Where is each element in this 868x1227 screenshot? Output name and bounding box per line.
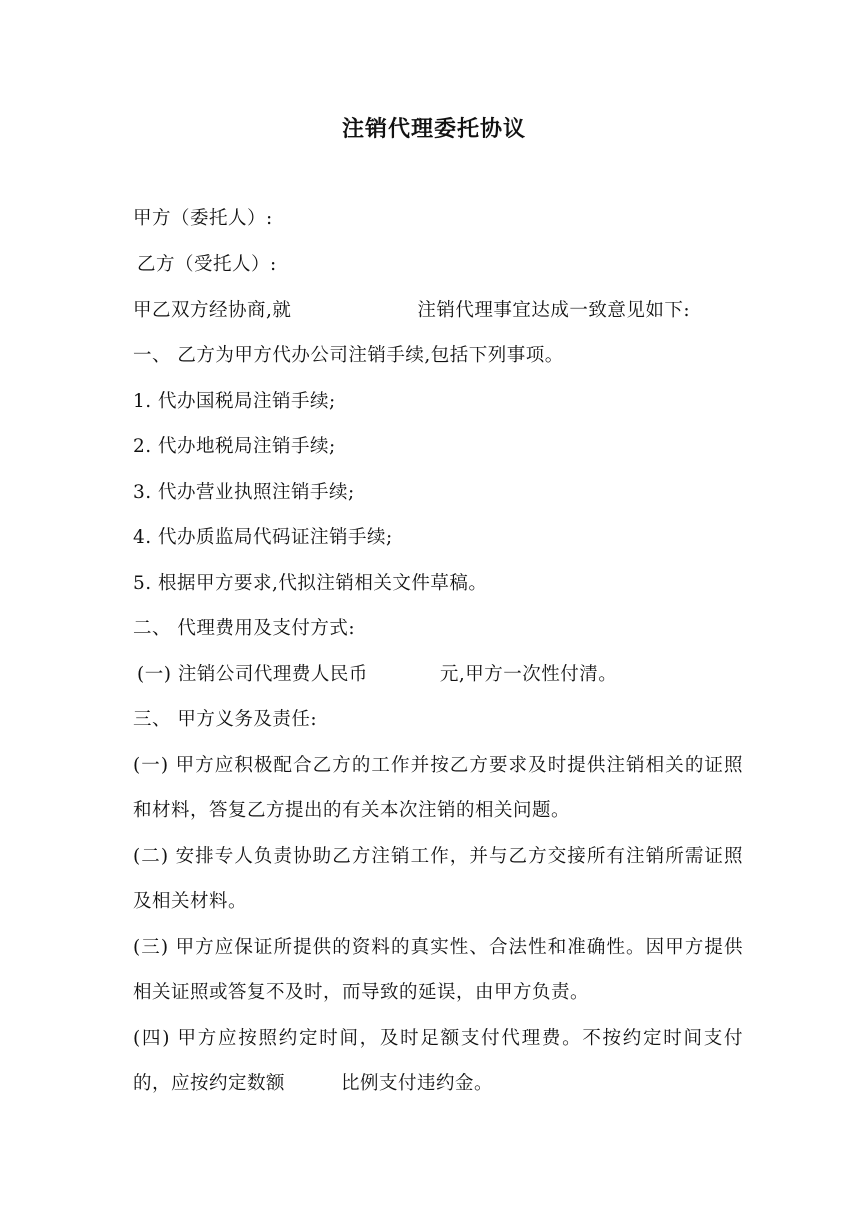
section1-item: 5. 根据甲方要求,代拟注销相关文件草稿。 [133, 573, 488, 594]
party-a-line: 甲方（委托人）: [133, 208, 273, 229]
section1-heading: 一、 乙方为甲方代办公司注销手续,包括下列事项。 [133, 345, 564, 366]
section2-item [137, 662, 617, 688]
section3-item [133, 1016, 743, 1106]
intro-suffix: 注销代理事宜达成一致意见如下: [417, 300, 691, 321]
section1-item: 4. 代办质监局代码证注销手续; [133, 527, 393, 548]
section3-item: (三) 甲方应保证所提供的资料的真实性、合法性和准确性。因甲方提供相关证照或答复不及时，而导致的延误，由甲方负责。 [133, 937, 743, 1003]
section3-item: (一) 甲方应积极配合乙方的工作并按乙方要求及时提供注销相关的证照和材料，答复乙方提出的有关本次注销的相关问题。 [133, 755, 743, 821]
section2-heading: 二、 代理费用及支付方式: [133, 618, 356, 639]
section1-item: 3. 代办营业执照注销手续; [133, 482, 355, 503]
section1-item: 2. 代办地税局注销手续; [133, 436, 336, 457]
section3-item: (二) 安排专人负责协助乙方注销工作，并与乙方交接所有注销所需证照及相关材料。 [133, 846, 743, 912]
intro-line [133, 298, 690, 324]
section1-item: 1. 代办国税局注销手续; [133, 391, 336, 412]
item4-suffix: 比例支付违约金。 [341, 1073, 494, 1094]
document-title: 注销代理委托协议 [341, 116, 526, 142]
intro-prefix: 甲乙双方经协商,就 [133, 300, 292, 321]
fee-prefix: (一) 注销公司代理费人民币 [137, 664, 368, 685]
party-b-line: 乙方（受托人）: [137, 254, 277, 275]
item4-prefix: (四) 甲方应按照约定时间，及时足额支付代理费。不按约定时间支付的，应按约定数额 [133, 1028, 743, 1094]
section3-heading: 三、 甲方义务及责任: [133, 709, 318, 730]
fee-suffix: 元,甲方一次性付清。 [439, 664, 618, 685]
